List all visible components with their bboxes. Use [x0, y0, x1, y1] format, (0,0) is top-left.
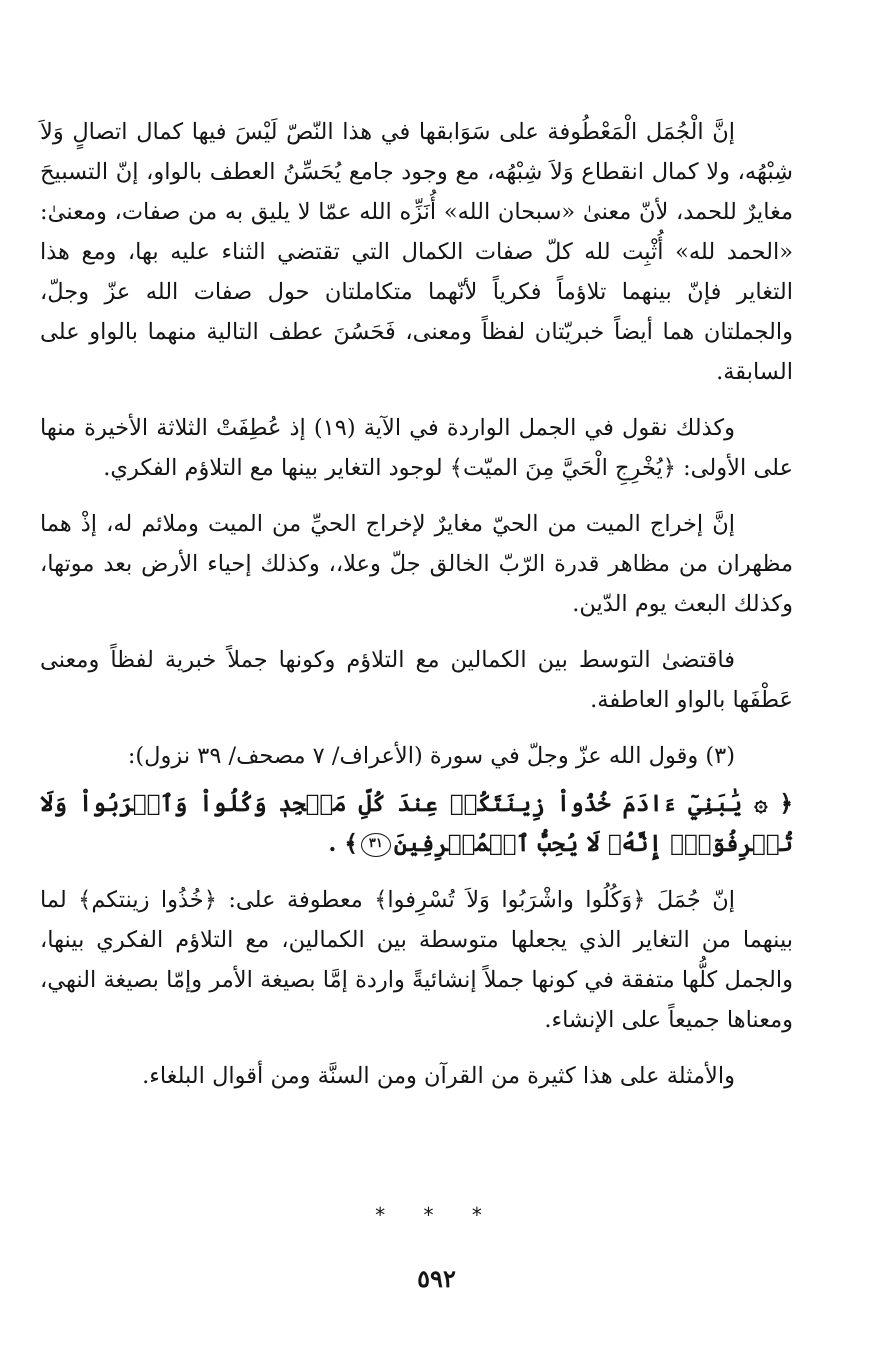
ayah-number-marker: ٣١	[361, 833, 391, 857]
paragraph-2: وكذلك نقول في الجمل الواردة في الآية (١٩) إذ عُطِفَتْ الثلاثة الأخيرة منها على الأولى: ﴿يُخْرِجِ الْحَيَّ مِنَ الميّت﴾ لوجود التغاير بينها مع التلاؤم الفكري.	[40, 415, 793, 481]
verse-text: ﴿ ۞ يَٰبَنِيٓ ءَادَمَ خُذُواْ زِينَتَكُمۡ عِندَ كُلِّ مَسۡجِدٖ وَكُلُواْ وَٱشۡرَبُواْ وَلَا تُسۡرِفُوٓاْۚ إِنَّهُۥ لَا يُحِبُّ ٱلۡمُسۡرِفِينَ	[40, 790, 793, 857]
paragraph-7: والأمثلة على هذا كثيرة من القرآن ومن السنَّة ومن أقوال البلغاء.	[142, 1063, 735, 1089]
verse-closing: ﴾ .	[328, 830, 358, 857]
page-body	[40, 112, 793, 1112]
paragraph-5-verse-intro: (٣) وقول الله عزّ وجلّ في سورة (الأعراف/ ٧ مصحف/ ٣٩ نزول):	[127, 743, 735, 769]
quran-verse	[40, 784, 793, 864]
section-separator: * * *	[375, 1203, 498, 1227]
paragraph-6: إنّ جُمَلَ ﴿وَكُلُوا واشْرَبُوا وَلاَ تُسْرِفوا﴾ معطوفة على: ﴿خُذُوا زينتكم﴾ لما بينهما من التغاير الذي يجعلها متوسطة بين الكمالين، مع التلاؤم الفكري بينها، والجمل كلُّها متفقة في كونها جملاً إنشائيةً واردة إمَّا بصيغة الأمر وإمّا بصيغة النهي، ومعناها جميعاً على الإنشاء.	[40, 887, 793, 1033]
paragraph-4: فاقتضىٰ التوسط بين الكمالين مع التلاؤم وكونها جملاً خبرية لفظاً ومعنى عَطْفَها بالواو العاطفة.	[40, 647, 793, 713]
paragraph-1: إنَّ الْجُمَل الْمَعْطُوفة على سَوَابقها في هذا النّصّ لَيْسَ فيها كمال اتصالٍ وَلاَ شِبْهُه، ولا كمال انقطاع وَلاَ شِبْهُه، مع وجود جامع يُحَسِّنُ العطف بالواو، إنّ التسبيحَ مغايرٌ للحمد، لأنّ معنىٰ «سبحان الله» أُنَزِّه الله عمّا لا يليق به من صفات، ومعنىٰ: «الحمد لله» أُثْبِت لله كلّ صفات الكمال التي تقتضي الثناء عليه بها، ومع هذا التغاير فإنّ بينهما تلاؤماً فكرياً لأنّهما متكاملتان حول صفات الله عزّ وجلّ، والجملتان هما أيضاً خبريّتان لفظاً ومعنى، فَحَسُنَ عطف التالية منهما بالواو على السابقة.	[40, 119, 793, 385]
page-number: ٥٩٢	[417, 1264, 456, 1293]
paragraph-3: إنَّ إخراج الميت من الحيّ مغايرٌ لإخراج الحيِّ من الميت وملائم له، إذْ هما مظهران من مظاهر قدرة الرّبّ الخالق جلّ وعلا،، وكذلك إحياء الأرض بعد موتها، وكذلك البعث يوم الدّين.	[40, 511, 793, 617]
